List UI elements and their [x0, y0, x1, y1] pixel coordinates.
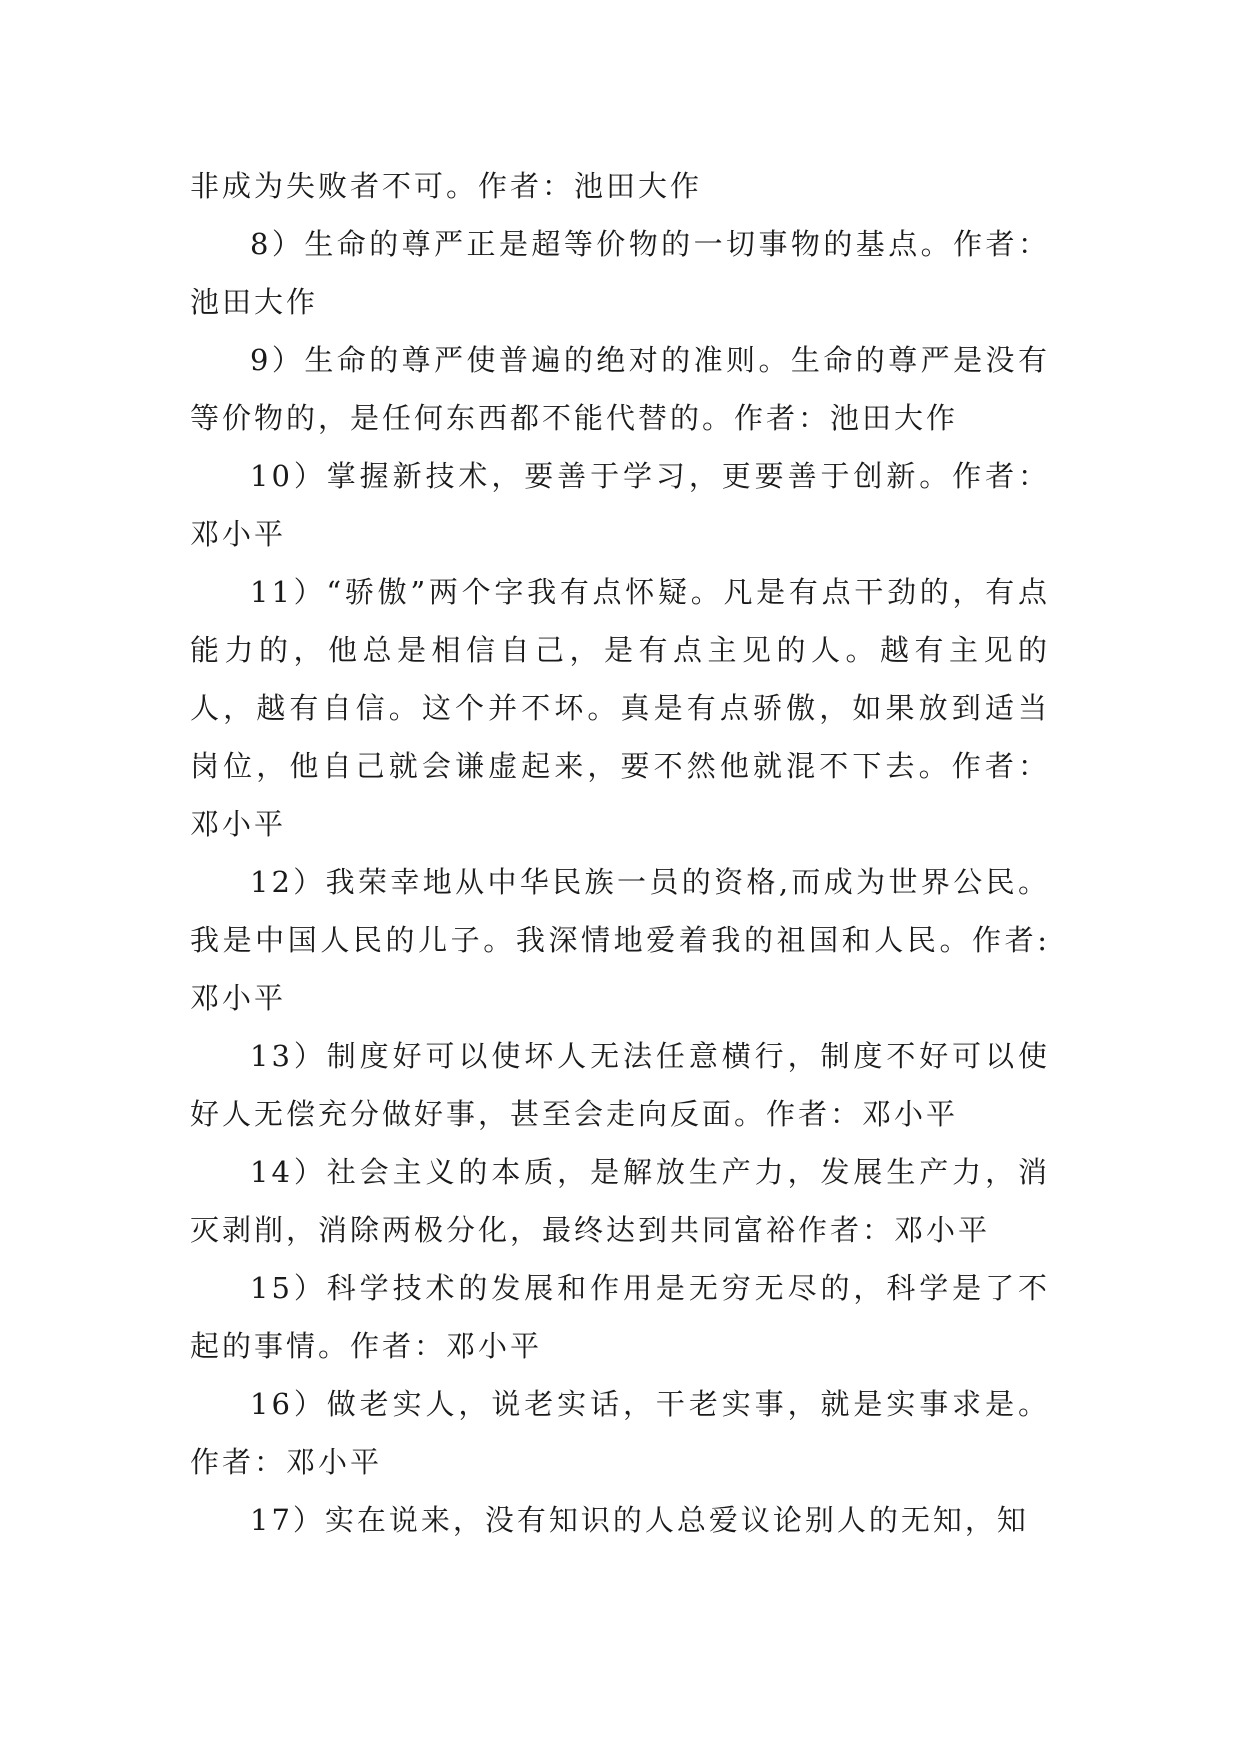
paragraph: 13）制度好可以使坏人无法任意横行，制度不好可以使好人无偿充分做好事，甚至会走向反面。作者：邓小平 — [190, 1039, 1050, 1131]
document-body — [190, 157, 1050, 1549]
paragraph: 11）“骄傲”两个字我有点怀疑。凡是有点干劲的，有点能力的，他总是相信自己，是有点主见的人。越有主见的人，越有自信。这个并不坏。真是有点骄傲，如果放到适当岗位，他自己就会谦虚起来，要不然他就混不下去。作者：邓小平 — [190, 575, 1050, 841]
paragraph: 14）社会主义的本质，是解放生产力，发展生产力，消灭剥削，消除两极分化，最终达到共同富裕作者：邓小平 — [190, 1155, 1050, 1247]
paragraph: 15）科学技术的发展和作用是无穷无尽的，科学是了不起的事情。作者：邓小平 — [190, 1271, 1050, 1363]
paragraph: 8）生命的尊严正是超等价物的一切事物的基点。作者：池田大作 — [190, 227, 1050, 319]
paragraph: 9）生命的尊严使普遍的绝对的准则。生命的尊严是没有等价物的，是任何东西都不能代替的。作者：池田大作 — [190, 343, 1050, 435]
paragraph: 非成为失败者不可。作者：池田大作 — [190, 169, 703, 203]
paragraph: 17）实在说来，没有知识的人总爱议论别人的无知，知 — [250, 1503, 1029, 1537]
paragraph: 10）掌握新技术，要善于学习，更要善于创新。作者：邓小平 — [190, 459, 1050, 551]
paragraph: 12）我荣幸地从中华民族一员的资格,而成为世界公民。我是中国人民的儿子。我深情地爱着我的祖国和人民。作者:邓小平 — [190, 865, 1050, 1015]
paragraph: 16）做老实人，说老实话，干老实事，就是实事求是。作者：邓小平 — [190, 1387, 1050, 1479]
